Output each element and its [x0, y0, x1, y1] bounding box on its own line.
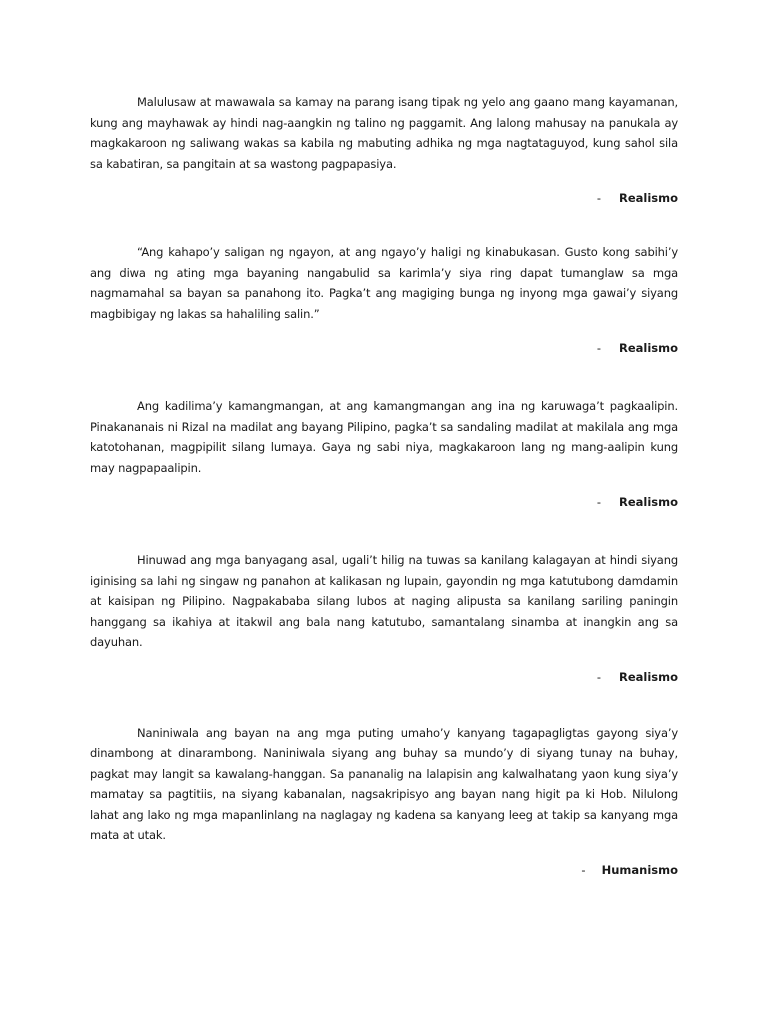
attribution-dash: -	[596, 341, 601, 355]
passage-5	[90, 723, 678, 880]
passage-text: Hinuwad ang mga banyagang asal, ugali’t hilig na tuwas sa kanilang kalagayan at hindi siyang iginising sa lahi ng singaw ng panahon at kalikasan ng lupain, gayondin ng mga katutubong damdamin at kaisipan ng Pilipino. Nagpakababa silang lubos at naging alipusta sa kanilang sariling paningin hanggang sa ikahiya at itakwil ang bala nang katutubo, samantalang sinamba at inangkin ang sa dayuhan.	[90, 553, 678, 649]
attribution	[90, 860, 678, 880]
passage-text: Naniniwala ang bayan na ang mga puting umaho’y kanyang tagapagligtas gayong siya’y dinambong at dinarambong. Naniniwala siyang ang buhay sa mundo’y di siyang tunay na buhay, pagkat may langit sa kawalang-hanggan. Sa pananalig na lalapisin ang kalwalhatang yaon kung siya’y mamatay sa pagtitiis, na siyang kabanalan, nagsakripisyo ang bayan nang higit pa ki Hob. Nilulong lahat ang lako ng mga mapanlinlang na naglagay ng kadena sa kanyang leeg at takip sa kanyang mga mata at utak.	[90, 725, 678, 842]
attribution-dash: -	[581, 862, 586, 877]
attribution-label: Realismo	[618, 495, 678, 509]
passage-3	[90, 396, 678, 512]
attribution-label: Realismo	[618, 669, 678, 684]
passage-2	[90, 242, 678, 358]
passage-text: Malulusaw at mawawala sa kamay na parang isang tipak ng yelo ang gaano mang kayamanan, kung ang mayhawak ay hindi nag-aangkin ng talino ng paggamit. Ang lalong mahusay na panukala ay magkakaroon ng saliwang wakas sa kabila ng mabuting adhika ng mga nagtataguyod, kung sahol sila sa kabatiran, sa pangitain at sa wastong pagpapasiya.	[90, 95, 678, 171]
attribution-dash: -	[596, 495, 601, 509]
attribution-dash: -	[596, 191, 601, 205]
attribution	[90, 667, 678, 687]
attribution-label: Realismo	[618, 191, 678, 205]
attribution-label: Realismo	[618, 341, 678, 355]
attribution-dash: -	[596, 669, 601, 684]
attribution	[90, 492, 678, 512]
passage-4	[90, 550, 678, 687]
attribution-label: Humanismo	[601, 862, 678, 877]
attribution	[90, 188, 678, 208]
passage-1	[90, 92, 678, 208]
passage-text: Ang kadilima’y kamangmangan, at ang kamangmangan ang ina ng karuwaga’t pagkaalipin. Pinakananais ni Rizal na madilat ang bayang Pilipino, pagka’t sa sandaling madilat at makilala ang mga katotohanan, magpipilit silang lumaya. Gaya ng sabi niya, magkakaroon lang ng mang-aalipin kung may nagpapaalipin.	[90, 399, 678, 475]
attribution	[90, 338, 678, 358]
passage-text: “Ang kahapo’y saligan ng ngayon, at ang ngayo’y haligi ng kinabukasan. Gusto kong sabihi’y ang diwa ng ating mga bayaning nangabulid sa karimla’y siya ring dapat tumanglaw sa mga nagmamahal sa bayan sa panahong ito. Pagka’t ang magiging bunga ng inyong mga gawai’y siyang magbibigay ng lakas sa hahaliling salin.”	[90, 245, 678, 321]
document-page	[90, 92, 678, 880]
